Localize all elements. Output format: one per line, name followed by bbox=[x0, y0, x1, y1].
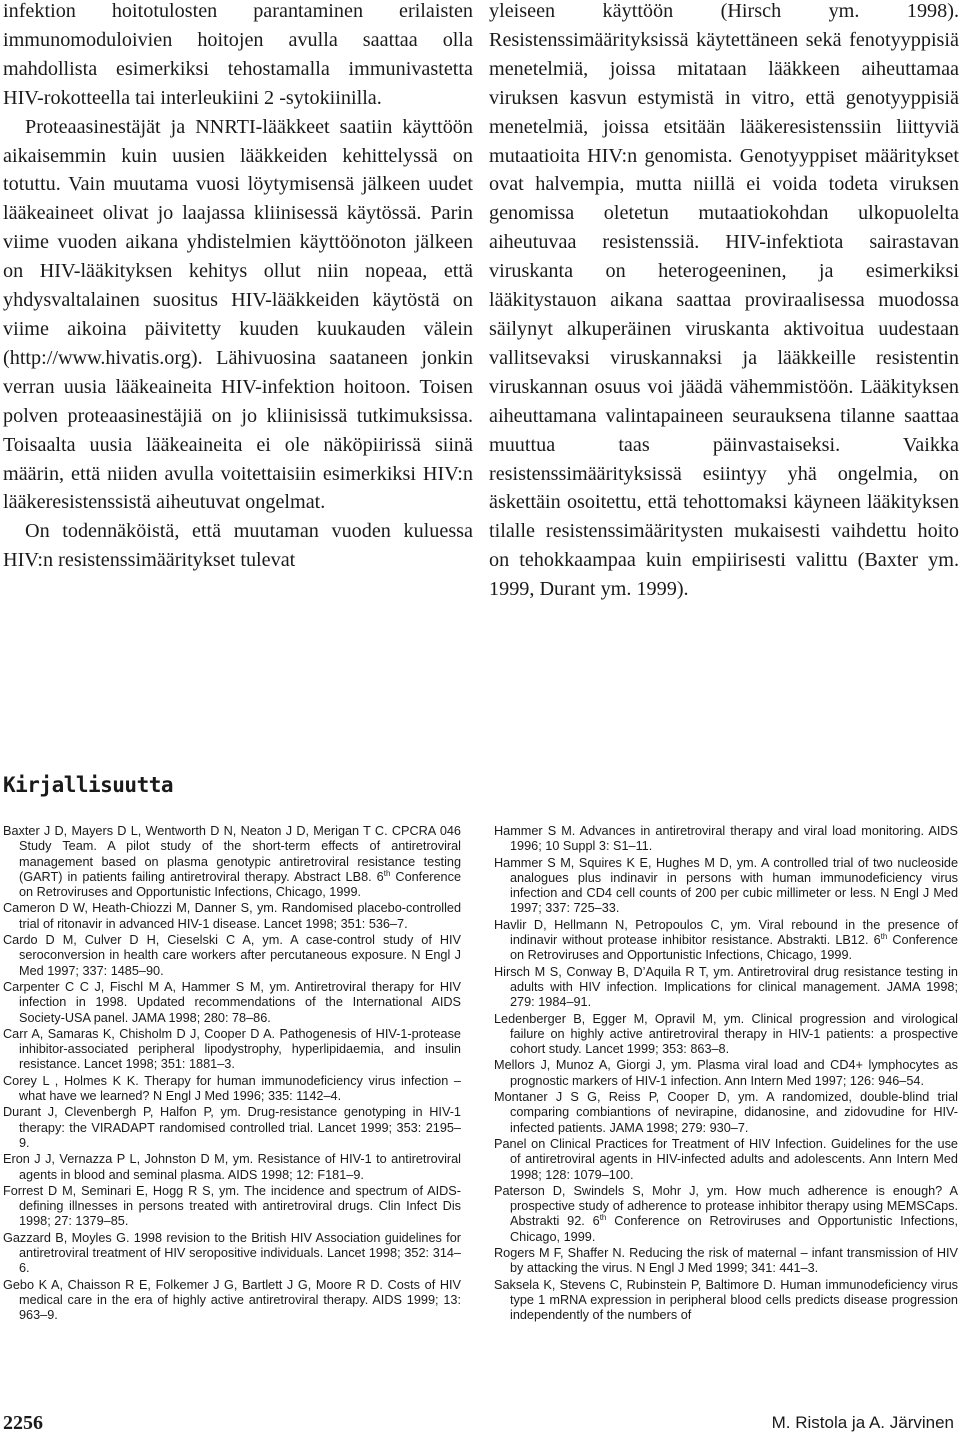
reference-item: Hammer S M, Squires K E, Hughes M D, ym. A controlled trial of two nucleoside analogues plus indinavir in persons with human immunodeficiency virus infection and CD4 cell counts of 200 per cubic millimeter or less. N Engl J Med 1997; 337: 725–33. bbox=[494, 855, 958, 916]
reference-item: Havlir D, Hellmann N, Petropoulos C, ym. Viral rebound in the presence of indinavir without protease inhibitor resistance. Abstrakti. LB12. 6th Conference on Retroviruses and Opportunistic Infections, Chicago, 1999. bbox=[494, 917, 958, 963]
body-column-left bbox=[3, 0, 473, 575]
reference-item: Paterson D, Swindels S, Mohr J, ym. How much adherence is enough? A prospective study of adherence to protease inhibitor therapy using MEMSCaps. Abstrakti 92. 6th Conference on Retroviruses and Opportunistic Infections, Chicago, 1999. bbox=[494, 1183, 958, 1244]
reference-item: Rogers M F, Shaffer N. Reducing the risk of maternal – infant transmission of HIV by attacking the virus. N Engl J Med 1999; 341: 441–3. bbox=[494, 1246, 958, 1276]
references-heading: Kirjallisuutta bbox=[3, 773, 174, 797]
reference-item: Saksela K, Stevens C, Rubinstein P, Baltimore D. Human immunodeficiency virus type 1 mRNA expression in peripheral blood cells predicts disease progression independently of the numbers of bbox=[494, 1277, 958, 1323]
footer-authors: M. Ristola ja A. Järvinen bbox=[771, 1413, 954, 1432]
reference-item: Ledenberger B, Egger M, Opravil M, ym. Clinical progression and virological failure on highly active antiretroviral therapy in HIV-1 patients: a prospective cohort study. Lancet 1999; 353: 863–8. bbox=[494, 1011, 958, 1057]
reference-item: Eron J J, Vernazza P L, Johnston D M, ym. Resistance of HIV-1 to antiretroviral agents in blood and seminal plasma. AIDS 1998; 12: F181–9. bbox=[3, 1152, 461, 1182]
body-column-right bbox=[489, 0, 959, 604]
reference-item: Cameron D W, Heath-Chiozzi M, Danner S, ym. Randomised placebo-controlled trial of ritonavir in advanced HIV-1 disease. Lancet 1998; 351: 536–7. bbox=[3, 901, 461, 931]
body-paragraph: Proteaasinestäjät ja NNRTI-lääkkeet saatiin käyttöön aikaisemmin kuin uusien lääkkeiden kehittelyssä on totuttu. Vain muutama vuosi löytymisensä jälkeen uudet lääkeaineet olivat jo laajassa kliinisessä käytössä. Parin viime vuoden aikana yhdistelmien käyttöönoton jälkeen on HIV-lääkityksen kehitys ollut niin nopeaa, että yhdysvaltalainen suositus HIV-lääkkeiden käytöstä on viime aikoina päivitetty kuuden kuukauden välein (http://www.hivatis.org). Lähivuosina saataneen jonkin verran uusia lääkeaineita HIV-infektion hoitoon. Toisen polven proteaasinestäjiä on jo kliinisissä tutkimuksissa. Toisaalta uusia lääkeaineita ei ole näköpiirissä siinä määrin, että niiden avulla voitettaisiin esimerkiksi HIV:n lääkeresistenssistä aiheutuvat ongelmat. bbox=[3, 115, 473, 514]
reference-item: Cardo D M, Culver D H, Cieselski C A, ym. A case-control study of HIV seroconversion in health care workers after percutaneous exposure. N Engl J Med 1997; 337: 1485–90. bbox=[3, 933, 461, 978]
reference-item: Montaner J S G, Reiss P, Cooper D, ym. A randomized, double-blind trial comparing combiantions of nevirapine, didanosine, and zidovudine for HIV-infected patients. JAMA 1998; 279: 930–7. bbox=[494, 1090, 958, 1135]
reference-item: Forrest D M, Seminari E, Hogg R S, ym. The incidence and spectrum of AIDS-defining illnesses in persons treated with antiretroviral drugs. Clin Infect Dis 1998; 27: 1379–85. bbox=[3, 1183, 461, 1229]
body-paragraph: On todennäköistä, että muutaman vuoden kuluessa HIV:n resistenssimääritykset tulevat bbox=[3, 520, 473, 572]
reference-item: Carr A, Samaras K, Chisholm D J, Cooper D A. Pathogenesis of HIV-1-protease inhibitor-associated peripheral lipodystrophy, hyperlipidaemia, and insulin resistance. Lancet 1998; 351: 1881–3. bbox=[3, 1026, 461, 1072]
reference-item: Mellors J, Munoz A, Giorgi J, ym. Plasma viral load and CD4+ lymphocytes as prognostic markers of HIV-1 infection. Ann Intern Med 1997; 126: 946–54. bbox=[494, 1058, 958, 1088]
references-list-left bbox=[3, 824, 461, 1325]
page-number: 2256 bbox=[3, 1412, 43, 1434]
reference-item: Panel on Clinical Practices for Treatment of HIV Infection. Guidelines for the use of antiretroviral agents in HIV-infected adults and adolescents. Ann Intern Med 1998; 128: 1079–100. bbox=[494, 1136, 958, 1182]
body-paragraph: yleiseen käyttöön (Hirsch ym. 1998). Resistenssimäärityksissä käytettäneen sekä fenotyyppisiä menetelmiä, joissa mitataan lääkkeen aiheuttamaa viruksen kasvun estymistä in vitro, että genotyyppisiä menetelmiä, joissa etsitään lääkeresistenssiin liittyviä mutaatioita HIV:n genomista. Genotyyppiset määritykset ovat halvempia, mutta niillä ei voida todeta viruksen genomissa oletetun mutaatiokohdan ulkopuolelta aiheutuvaa resistenssiä. HIV-infektiota sairastavan viruskanta on heterogeeninen, ja esimerkiksi lääkitystauon aikana saattaa proviraalisessa muodossa säilynyt alkuperäinen viruskanta aktivoitua uudestaan vallitsevaksi viruskannaksi ja lääkkeille resistentin viruskannan osuus voi jäädä vähemmistöön. Lääkityksen aiheuttamana valintapaineen seurauksena tilanne saattaa muuttua taas päinvastaiseksi. Vaikka resistenssimäärityksissä esiintyy yhä ongelmia, on äskettäin osoitettu, että tehottomaksi käyneen lääkityksen tilalle resistenssimääritysten mukaisesti vaihdettu hoito on tehokkaampaa kuin empiirisesti valittu (Baxter ym. 1999, Durant ym. 1999). bbox=[489, 0, 959, 601]
reference-item: Baxter J D, Mayers D L, Wentworth D N, Neaton J D, Merigan T C. CPCRA 046 Study Team. A pilot study of the short-term effects of antiretroviral management based on plasma genotypic antiretroviral resistance testing (GART) in patients failing antiretroviral therapy. Abstract LB8. 6th Conference on Retroviruses and Opportunistic Infections, Chicago, 1999. bbox=[3, 824, 461, 900]
reference-item: Gazzard B, Moyles G. 1998 revision to the British HIV Association guidelines for antiretroviral treatment of HIV seropositive individuals. Lancet 1998; 352: 314–6. bbox=[3, 1230, 461, 1276]
reference-item: Corey L , Holmes K K. Therapy for human immunodeficiency virus infection – what have we learned? N Engl J Med 1996; 335: 1142–4. bbox=[3, 1073, 461, 1104]
reference-item: Hirsch M S, Conway B, D’Aquila R T, ym. Antiretroviral drug resistance testing in adults with HIV infection. Implications for clinical management. JAMA 1998; 279: 1984–91. bbox=[494, 964, 958, 1010]
body-paragraph: infektion hoitotulosten parantaminen erilaisten immunomoduloivien hoitojen avulla saattaa olla mahdollista esimerkiksi tehostamalla immunivastetta HIV-rokotteella tai interleukiini 2 -sytokiinilla. bbox=[3, 0, 473, 109]
reference-item: Hammer S M. Advances in antiretroviral therapy and viral load monitoring. AIDS 1996; 10 Suppl 3: S1–11. bbox=[494, 824, 958, 854]
reference-item: Durant J, Clevenbergh P, Halfon P, ym. Drug-resistance genotyping in HIV-1 therapy: the VIRADAPT randomised controlled trial. Lancet 1999; 353: 2195–9. bbox=[3, 1105, 461, 1150]
reference-item: Gebo K A, Chaisson R E, Folkemer J G, Bartlett J G, Moore R D. Costs of HIV medical care in the era of highly active antiretroviral therapy. AIDS 1999; 13: 963–9. bbox=[3, 1277, 461, 1323]
reference-item: Carpenter C C J, Fischl M A, Hammer S M, ym. Antiretroviral therapy for HIV infection in 1998. Updated recommendations of the International AIDS Society-USA panel. JAMA 1998; 280: 78–86. bbox=[3, 979, 461, 1025]
references-list-right bbox=[494, 824, 958, 1325]
